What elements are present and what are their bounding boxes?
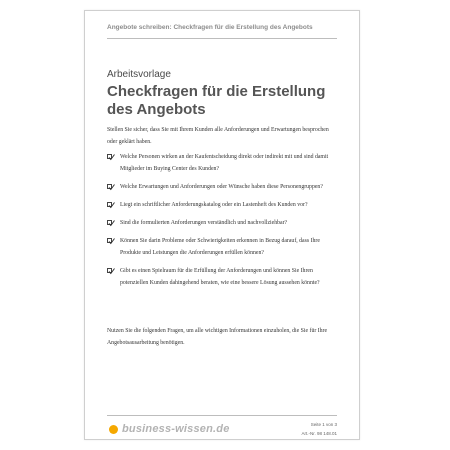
closing-paragraph: Nutzen Sie die folgenden Fragen, um alle wichtigen Informationen einzuholen, die Sie für Ihre Angebotsausarbeitung benötigen. xyxy=(107,328,328,346)
page-number: Seite 1 von 3 xyxy=(310,422,337,427)
checkbox-checked-icon xyxy=(107,154,112,159)
checkbox-checked-icon xyxy=(107,220,112,225)
checkbox-checked-icon xyxy=(107,238,112,243)
business-wissen-logo xyxy=(109,422,230,436)
checklist-item xyxy=(107,265,337,289)
checkbox-checked-icon xyxy=(107,268,112,273)
checklist-item-text: Welche Personen wirken an der Kaufentscheidung direkt oder indirekt mit und sind damit Mitglieder im Buying Center des Kunden? xyxy=(120,154,329,172)
checklist-item-text: Welche Erwartungen und Anforderungen oder Wünsche haben diese Personengruppen? xyxy=(120,184,323,190)
checklist-item xyxy=(107,235,337,259)
checklist-item-text: Gibt es einen Spielraum für die Erfüllung der Anforderungen und können Sie Ihren potenziellen Kunden dahingehend beraten, wie eine bessere Lösung aussehen könnte? xyxy=(120,268,320,286)
checklist-item-text: Sind die formulierten Anforderungen verständlich und nachvollziehbar? xyxy=(120,220,288,226)
checklist-item xyxy=(107,217,337,229)
header-divider xyxy=(107,38,337,39)
footer-divider xyxy=(107,415,337,416)
document-page xyxy=(84,10,360,440)
checklist-item xyxy=(107,151,337,175)
logo-text: business-wissen.de xyxy=(122,423,230,435)
document-title: Checkfragen für die Erstellung des Angebots xyxy=(107,83,326,118)
intro-paragraph: Stellen Sie sicher, dass Sie mit Ihrem Kunden alle Anforderungen und Erwartungen besprochen oder geklärt haben. xyxy=(107,127,329,145)
checklist-item xyxy=(107,181,337,193)
checklist-item-text: Können Sie darin Probleme oder Schwierigkeiten erkennen in Bezug darauf, dass Ihre Produkte und Leistungen die Anforderungen erfüllen können? xyxy=(120,238,320,256)
article-number: Art.-Nr. 98 148.01 xyxy=(301,431,337,436)
document-subtitle: Arbeitsvorlage xyxy=(107,69,171,80)
checklist xyxy=(107,151,337,295)
running-header: Angebote schreiben: Checkfragen für die Erstellung des Angebots xyxy=(107,24,313,31)
checkbox-checked-icon xyxy=(107,184,112,189)
checklist-item-text: Liegt ein schriftlicher Anforderungskatalog oder ein Lastenheft des Kunden vor? xyxy=(120,202,308,208)
logo-dot-icon xyxy=(109,425,118,434)
checklist-item xyxy=(107,199,337,211)
checkbox-checked-icon xyxy=(107,202,112,207)
